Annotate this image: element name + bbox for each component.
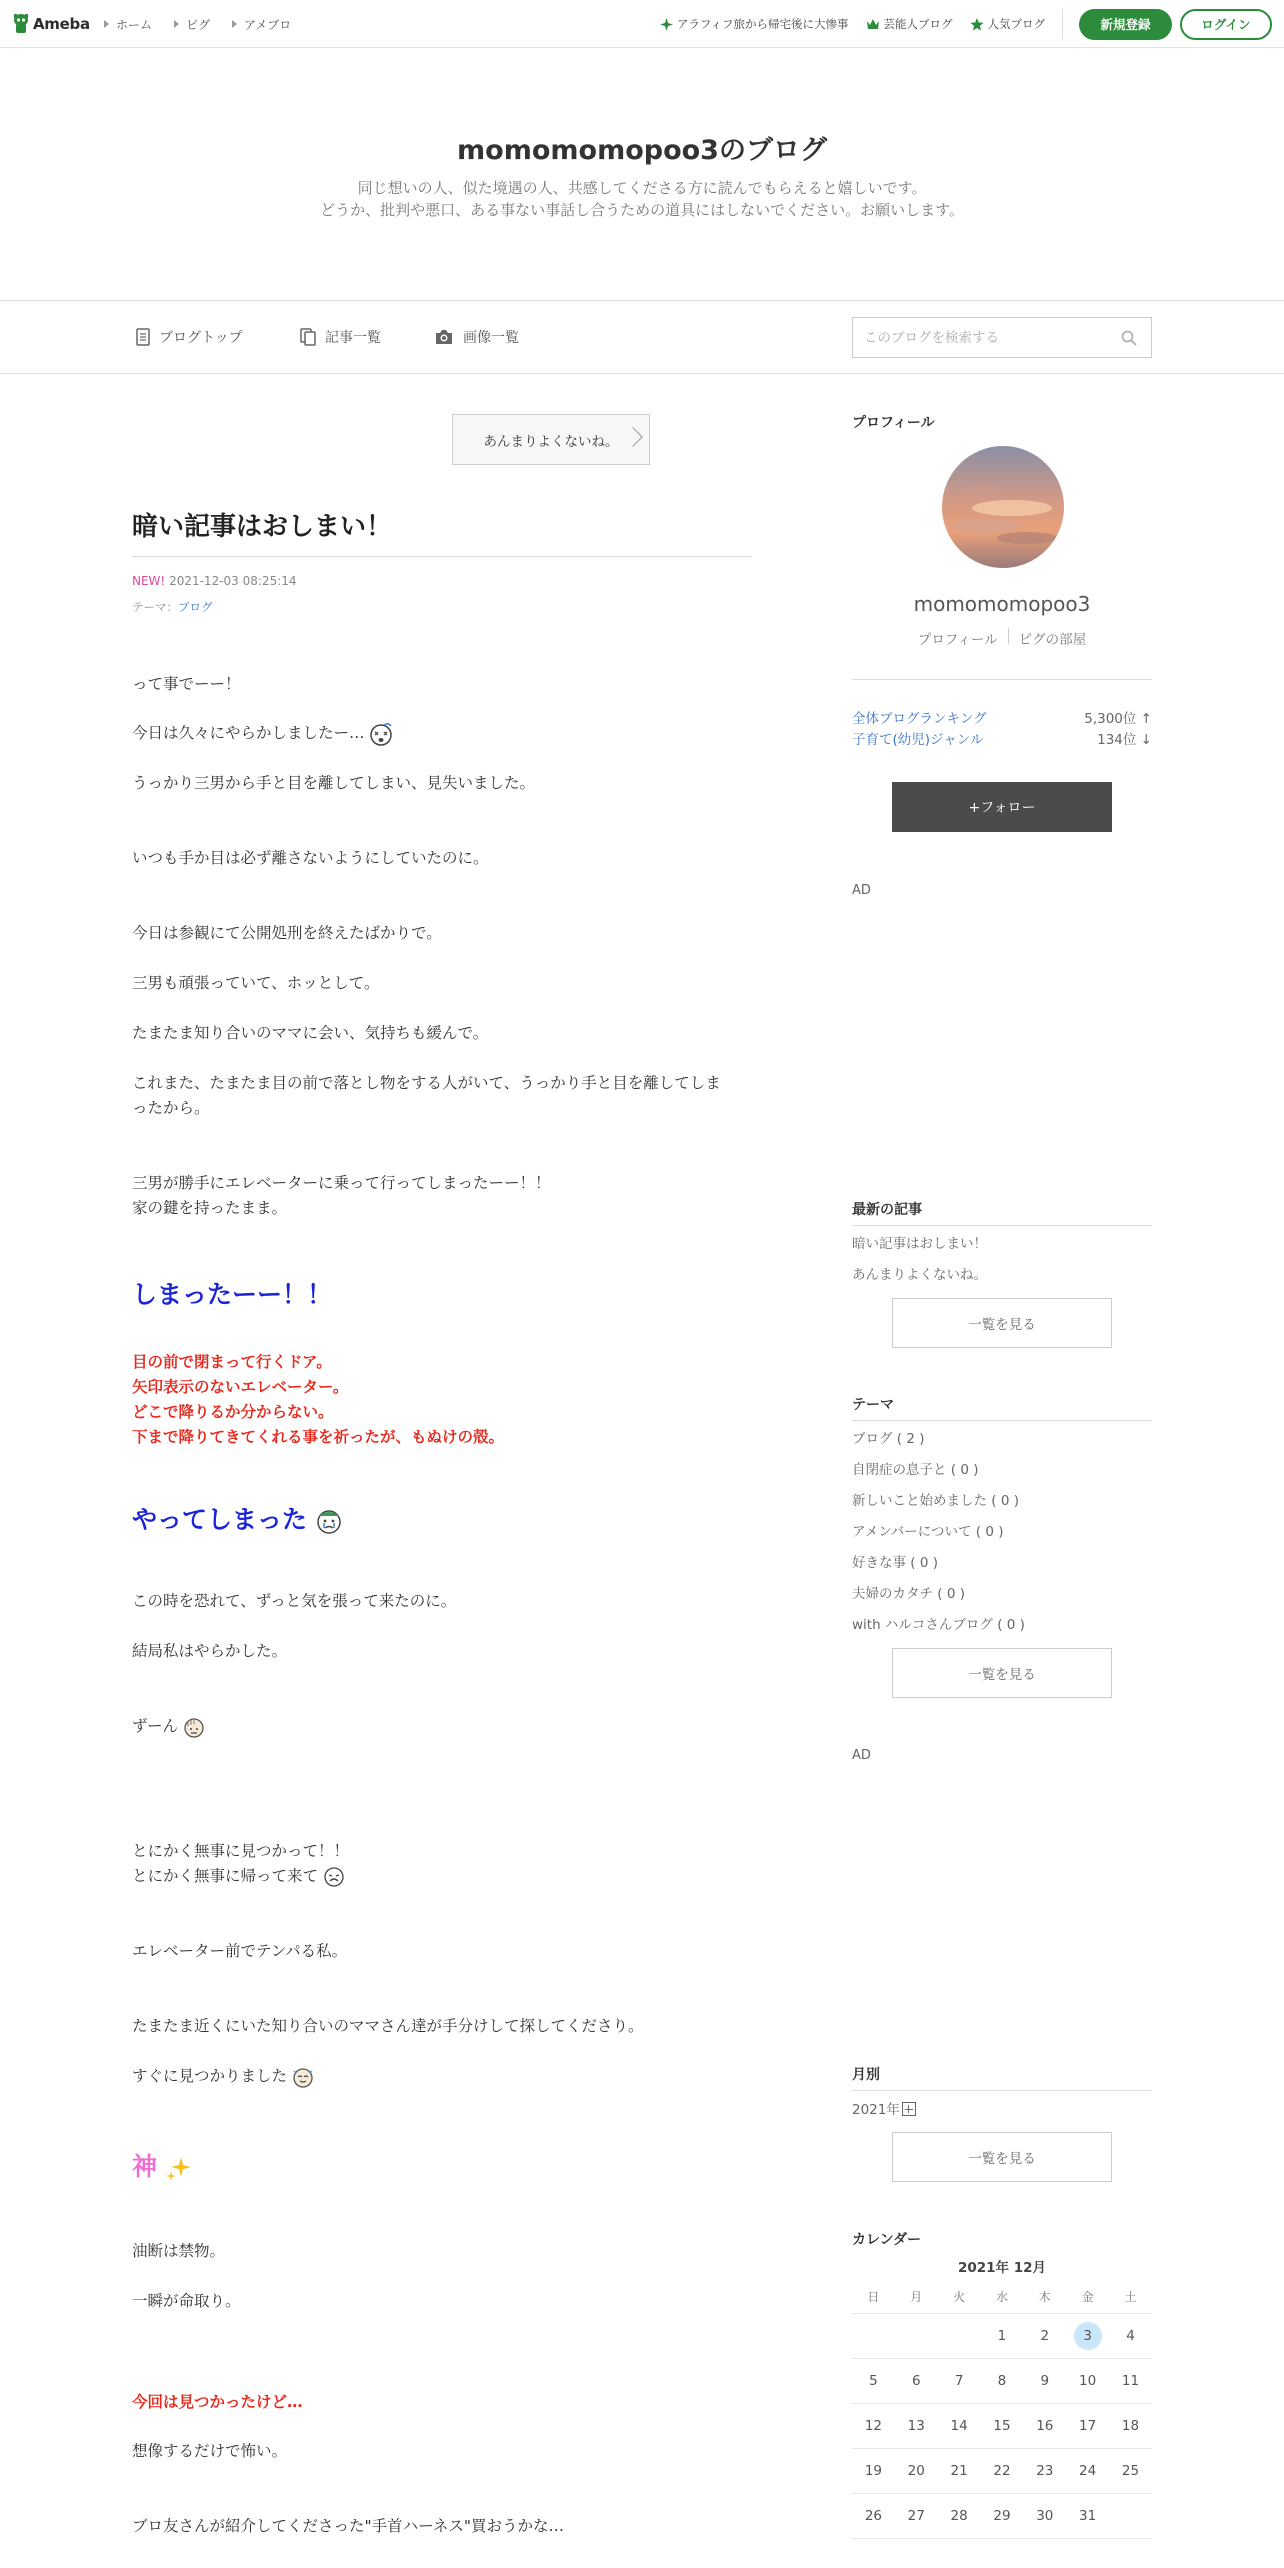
calendar-day[interactable] — [1066, 2359, 1109, 2403]
article-meta — [132, 574, 297, 588]
nav-home[interactable] — [104, 16, 152, 33]
weekday-label: 火 — [953, 2290, 966, 2304]
latest-heading: 最新の記事 — [852, 1202, 922, 1218]
calendar-day[interactable] — [981, 2494, 1024, 2538]
ranking-value: 134位 ↓ — [1097, 732, 1152, 748]
paragraph — [132, 1839, 349, 1889]
calendar-day-label: 25 — [1121, 2463, 1140, 2479]
header-right — [660, 0, 1272, 48]
paragraph: たまたま知り合いのママに会い、気持ちも緩んで。 — [132, 1024, 489, 1042]
paragraph — [132, 1714, 205, 1739]
weekday-label: 木 — [1038, 2290, 1051, 2304]
paragraph — [132, 1171, 551, 1221]
crown-icon — [866, 18, 880, 30]
heading-blue — [132, 1500, 342, 1536]
calendar-day[interactable] — [852, 2359, 895, 2403]
blog-search — [852, 317, 1152, 358]
blog-top-link[interactable] — [136, 327, 243, 347]
theme-link[interactable]: アメンバーについて ( 0 ) — [852, 1524, 1004, 1540]
calendar-day-label: 12 — [864, 2418, 883, 2434]
blog-description-line: どうか、批判や悪口、ある事ない事話し合うための道具にはしないでください。お願いします。 — [320, 201, 964, 219]
heading-text: 神 — [132, 2152, 158, 2181]
theme-link[interactable]: ブログ ( 2 ) — [852, 1431, 925, 1447]
calendar-month: 2021年 12月 — [957, 2260, 1047, 2276]
image-list-link[interactable] — [434, 327, 519, 347]
paragraph-text: とにかく無事に帰って来て — [132, 1867, 319, 1885]
paragraph-line: とにかく無事に見つかって！！ — [132, 1842, 350, 1860]
weekday-label: 日 — [867, 2290, 880, 2304]
calendar-day[interactable] — [938, 2449, 981, 2493]
sparkles-icon — [166, 2155, 192, 2181]
weekday-label: 金 — [1081, 2290, 1094, 2304]
promo-label: 芸能人ブログ — [883, 17, 953, 31]
dizzy-face-icon — [369, 722, 393, 746]
calendar-day-label: 31 — [1079, 2508, 1097, 2524]
red-line: 矢印表示のないエレベーター。 — [132, 1378, 349, 1396]
calendar-day-label: 21 — [950, 2463, 968, 2479]
year-label: 2021年 — [852, 2102, 900, 2118]
ranking-value: 5,300位 ↑ — [1084, 711, 1152, 727]
theme-link[interactable]: 好きな事 ( 0 ) — [852, 1555, 938, 1571]
latest-entry-link[interactable]: 暗い記事はおしまい！ — [852, 1236, 987, 1252]
entry-list-link[interactable] — [300, 327, 381, 347]
register-button[interactable]: 新規登録 — [1079, 9, 1172, 40]
calendar-day[interactable] — [1023, 2494, 1066, 2538]
article-theme — [132, 599, 213, 615]
calendar-day[interactable] — [1109, 2404, 1152, 2448]
divider — [132, 556, 752, 557]
ranking-link[interactable]: 子育て(幼児)ジャンル — [852, 732, 984, 748]
prev-entry-label: あんまりよくないね。 — [483, 433, 619, 450]
promo-link-celebrity[interactable] — [866, 16, 953, 32]
divider — [852, 2090, 1152, 2091]
paragraph-line: これまた、たまたま目の前で落とし物をする人がいて、うっかり手と目を離してしま — [132, 1074, 721, 1092]
calendar-week-row — [852, 2494, 1152, 2539]
paragraph: たまたま近くにいた知り合いのママさん達が手分けして探してくださり。 — [132, 2017, 644, 2035]
blog-description-line: 同じ想いの人、似た境遇の人、共感してくださる方に読んでもらえると嬉しいです。 — [357, 179, 927, 197]
paragraph: 結局私はやらかした。 — [132, 1642, 288, 1660]
ad-label: AD — [852, 883, 871, 898]
calendar-day-label: 8 — [997, 2373, 1007, 2389]
document-icon — [136, 328, 150, 346]
theme-link[interactable]: ブログ — [178, 600, 213, 614]
paragraph: 想像するだけで怖い。 — [132, 2442, 288, 2460]
calendar-day-label: 13 — [907, 2418, 925, 2434]
paragraph: この時を恐れて、ずっと気を張って来たのに。 — [132, 1592, 457, 1610]
divider — [1062, 9, 1063, 39]
paragraph-text: すぐに見つかりました — [132, 2067, 288, 2085]
paragraph — [132, 2064, 314, 2089]
camera-icon — [434, 329, 454, 345]
calendar-day[interactable] — [895, 2494, 938, 2538]
calendar-day[interactable] — [1109, 2314, 1152, 2358]
calendar-day-label: 30 — [1036, 2508, 1054, 2524]
red-text-block — [132, 1350, 504, 1450]
calendar-day[interactable] — [1023, 2449, 1066, 2493]
blog-top-label: ブログトップ — [159, 330, 243, 346]
paragraph-line: ったから。 — [132, 1099, 210, 1117]
nav-pig[interactable] — [174, 16, 210, 33]
profile-name[interactable]: momomomopoo3 — [913, 592, 1091, 616]
calendar-week-row — [852, 2404, 1152, 2449]
profile-links — [852, 628, 1152, 648]
avatar[interactable] — [942, 446, 1064, 568]
calendar-day-label: 11 — [1121, 2373, 1140, 2389]
blog-title[interactable]: momomomopoo3のブログ — [457, 135, 827, 166]
calendar-day-label: 5 — [869, 2373, 878, 2389]
calendar-week-row — [852, 2359, 1152, 2404]
calendar-day-label: 2 — [1040, 2328, 1050, 2344]
promo-label: アラフィフ旅から帰宅後に大惨事 — [676, 17, 849, 31]
calendar-day-label: 15 — [993, 2418, 1011, 2434]
triangle-right-icon — [232, 20, 237, 28]
calendar-day-label: 19 — [864, 2463, 883, 2479]
paragraph: 三男も頑張っていて、ホッとして。 — [132, 974, 380, 992]
calendar-day[interactable] — [1066, 2449, 1109, 2493]
heading-text: やってしまった — [132, 1505, 308, 1534]
red-line: どこで降りるか分からない。 — [132, 1403, 334, 1421]
weekday-label: 水 — [995, 2290, 1008, 2304]
ranking-row — [852, 707, 1152, 727]
paragraph: うっかり三男から手と目を離してしまい、見失いました。 — [132, 774, 536, 792]
calendar-day[interactable] — [981, 2314, 1024, 2358]
paragraph: 今日は参観にて公開処刑を終えたばかりで。 — [132, 924, 442, 942]
nav-ameblo[interactable] — [232, 16, 291, 33]
gloomy-face-icon — [183, 1716, 205, 1738]
ranking-link[interactable]: 全体ブログランキング — [852, 711, 987, 727]
prev-entry-link[interactable] — [452, 414, 650, 465]
see-all-monthly-button[interactable]: 一覧を見る — [892, 2132, 1112, 2182]
logo-text: Ameba — [33, 15, 90, 33]
nav-pig-label: ピグ — [186, 17, 211, 32]
divider — [852, 679, 1152, 680]
profile-link[interactable]: プロフィール — [917, 632, 998, 648]
ameba-mascot-icon — [12, 13, 30, 35]
see-all-themes-button[interactable]: 一覧を見る — [892, 1648, 1112, 1698]
blog-search-input[interactable] — [864, 330, 1114, 346]
calendar-day[interactable] — [895, 2449, 938, 2493]
calendar-day-label: 10 — [1079, 2373, 1097, 2389]
theme-link[interactable]: 夫婦のカタチ ( 0 ) — [852, 1586, 965, 1602]
image-list-label: 画像一覧 — [463, 330, 519, 346]
calendar-day-label: 7 — [954, 2373, 964, 2389]
theme-link[interactable]: 自閉症の息子と ( 0 ) — [852, 1462, 979, 1478]
calendar-day-label: 24 — [1079, 2463, 1097, 2479]
paragraph-text: 今日は久々にやらかしましたー… — [132, 724, 365, 742]
paragraph: ブロ友さんが紹介してくださった"手首ハーネス"買おうかな… — [132, 2517, 564, 2535]
heading-pink — [132, 2147, 192, 2183]
global-header — [0, 0, 1284, 48]
calendar-empty-cell — [895, 2314, 938, 2358]
promo-link-trending[interactable] — [660, 16, 849, 32]
triangle-right-icon — [104, 20, 109, 28]
calendar-day[interactable] — [895, 2404, 938, 2448]
calendar-day[interactable] — [852, 2404, 895, 2448]
profile-heading: プロフィール — [852, 415, 935, 431]
theme-link[interactable]: 新しいこと始めました ( 0 ) — [852, 1493, 1019, 1509]
theme-heading: テーマ — [852, 1397, 894, 1413]
paragraph-text: ずーん — [132, 1717, 179, 1735]
calendar-day-label: 6 — [911, 2373, 921, 2389]
monthly-heading: 月別 — [852, 2067, 880, 2083]
calendar-day[interactable] — [1066, 2494, 1109, 2538]
calendar-day[interactable] — [895, 2359, 938, 2403]
calendar-day-label: 14 — [950, 2418, 968, 2434]
calendar-day-label: 20 — [907, 2463, 925, 2479]
new-badge: NEW! — [132, 574, 166, 588]
latest-entry-link[interactable]: あんまりよくないね。 — [852, 1267, 987, 1283]
red-line: 下まで降りてきてくれる事を祈ったが、もぬけの殻。 — [132, 1428, 505, 1446]
calendar-grid — [852, 2280, 1152, 2539]
entry-list-label: 記事一覧 — [325, 330, 381, 346]
weekday-label: 土 — [1124, 2290, 1137, 2304]
login-button[interactable]: ログイン — [1180, 9, 1272, 40]
calendar-weekday-row — [852, 2280, 1152, 2314]
copy-icon — [300, 328, 316, 346]
calendar-week-row — [852, 2314, 1152, 2359]
calendar-day[interactable] — [938, 2359, 981, 2403]
calendar-day-label: 23 — [1036, 2463, 1054, 2479]
search-icon[interactable] — [1121, 330, 1137, 346]
global-nav — [104, 0, 291, 48]
relieved-face-icon — [292, 2066, 314, 2088]
follow-button[interactable]: +フォロー — [892, 782, 1112, 832]
blog-header — [0, 48, 1284, 300]
paragraph: いつも手か目は必ず離さないようにしていたのに。 — [132, 849, 489, 867]
calendar-day[interactable] — [1066, 2404, 1109, 2448]
heading-blue: しまったーー！！ — [132, 1280, 333, 1309]
divider — [1008, 628, 1009, 644]
calendar-day[interactable] — [938, 2494, 981, 2538]
calendar-day[interactable] — [852, 2449, 895, 2493]
divider — [852, 1225, 1152, 1226]
calendar-day[interactable] — [981, 2359, 1024, 2403]
calendar-day[interactable] — [1109, 2359, 1152, 2403]
blog-nav — [0, 300, 1284, 374]
article-title[interactable]: 暗い記事はおしまい！ — [132, 512, 393, 542]
sunset-sky-image — [942, 446, 1064, 568]
tearful-face-icon — [323, 1866, 345, 1888]
calendar-heading: カレンダー — [852, 2232, 922, 2248]
calendar-day-label: 4 — [1126, 2328, 1135, 2344]
paragraph: 油断は禁物。 — [132, 2242, 226, 2260]
divider — [852, 1420, 1152, 1421]
red-text-block: 今回は見つかったけど… — [132, 2393, 303, 2411]
paragraph-line: 三男が勝手にエレベーターに乗って行ってしまったーー！！ — [132, 1174, 551, 1192]
calendar-empty-cell — [852, 2314, 895, 2358]
calendar-day[interactable] — [1023, 2404, 1066, 2448]
blog-description — [0, 177, 1284, 221]
calendar-day-label: 22 — [993, 2463, 1011, 2479]
calendar-day-label: 16 — [1036, 2418, 1054, 2434]
calendar-day[interactable] — [1066, 2314, 1109, 2358]
paragraph — [132, 721, 393, 746]
calendar-day-label: 17 — [1079, 2418, 1097, 2434]
calendar-day-label: 1 — [997, 2328, 1007, 2344]
ameba-logo[interactable] — [12, 11, 90, 37]
crying-face-icon — [316, 1508, 342, 1534]
paragraph — [132, 1071, 721, 1121]
calendar-day[interactable] — [1023, 2359, 1066, 2403]
red-line: 目の前で閉まって行くドア。 — [132, 1353, 332, 1371]
paragraph-line: 家の鍵を持ったまま。 — [132, 1199, 288, 1217]
calendar-day-label: 9 — [1040, 2373, 1050, 2389]
article-datetime: 2021-12-03 08:25:14 — [169, 574, 297, 588]
calendar-day[interactable] — [938, 2404, 981, 2448]
calendar-day[interactable] — [981, 2449, 1024, 2493]
calendar-week-row — [852, 2449, 1152, 2494]
nav-home-label: ホーム — [116, 17, 153, 32]
see-all-latest-button[interactable]: 一覧を見る — [892, 1298, 1112, 1348]
star-icon — [970, 18, 984, 31]
calendar-day-label: 3 — [1074, 2322, 1102, 2350]
calendar-day[interactable] — [1109, 2449, 1152, 2493]
calendar-day[interactable] — [1023, 2314, 1066, 2358]
promo-label: 人気ブログ — [987, 17, 1045, 31]
year-archive-toggle[interactable] — [852, 2098, 916, 2118]
ranking-row — [852, 728, 1152, 748]
calendar-empty-cell — [938, 2314, 981, 2358]
calendar-day-label: 18 — [1121, 2418, 1140, 2434]
paragraph: って事でーー！ — [132, 675, 241, 693]
paragraph: エレベーター前でテンパる私。 — [132, 1942, 348, 1960]
calendar-day[interactable] — [852, 2494, 895, 2538]
promo-link-popular[interactable] — [970, 16, 1046, 32]
calendar-day-label: 29 — [993, 2508, 1011, 2524]
chevron-right-icon — [623, 427, 643, 447]
ad-label: AD — [852, 1748, 871, 1763]
theme-prefix: テーマ： — [132, 600, 178, 614]
calendar-day-label: 27 — [907, 2508, 925, 2524]
calendar-day-label: 28 — [950, 2508, 968, 2524]
calendar-day[interactable] — [981, 2404, 1024, 2448]
expand-plus-icon[interactable] — [902, 2102, 916, 2116]
paragraph-line — [132, 1864, 349, 1889]
calendar-day-label: 26 — [864, 2508, 883, 2524]
theme-link[interactable]: with ハルコさんブログ ( 0 ) — [852, 1617, 1025, 1633]
sparkle-icon — [660, 18, 673, 31]
triangle-right-icon — [174, 20, 179, 28]
calendar-empty-cell — [1109, 2494, 1152, 2538]
pig-room-link[interactable]: ピグの部屋 — [1018, 632, 1087, 648]
weekday-label: 月 — [910, 2290, 923, 2304]
paragraph: 一瞬が命取り。 — [132, 2292, 241, 2310]
nav-ameblo-label: アメブロ — [244, 17, 292, 32]
